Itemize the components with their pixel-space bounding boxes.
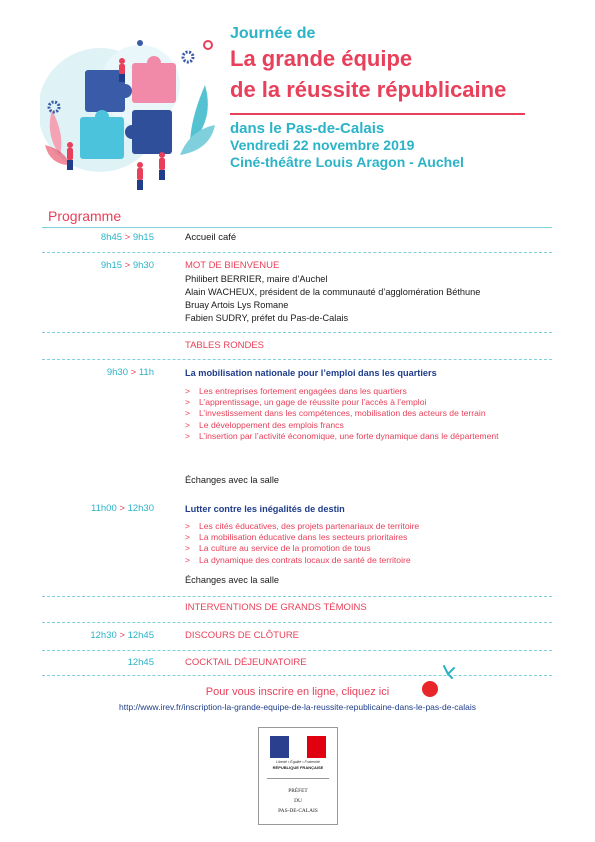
marianne-flag-icon — [270, 736, 326, 758]
list-item: > L’apprentissage, un gage de réussite pour l’accès à l’emploi — [185, 397, 515, 408]
registration-url[interactable]: http://www.irev.fr/inscription-la-grande-equipe-de-la-reussite-republicaine-dans-le-pas-de-calais — [119, 702, 476, 712]
list-item: > La dynamique des contrats locaux de santé de territoire — [185, 555, 515, 566]
logo-prefet-line2: DU — [294, 798, 302, 804]
header-title-line1: La grande équipe — [230, 46, 413, 71]
bullet-list — [185, 386, 515, 442]
divider — [42, 332, 552, 333]
header-venue: Ciné-théâtre Louis Aragon - Auchel — [230, 154, 464, 170]
divider — [42, 650, 552, 651]
session-title: La mobilisation nationale pour l’emploi dans les quartiers — [185, 368, 437, 378]
divider — [42, 359, 552, 360]
logo-motto: Liberté • Égalité • Fraternité — [276, 760, 320, 764]
divider — [42, 596, 552, 597]
time-slot: 9h30 > 11h — [106, 367, 154, 378]
time-slot: 12h30 > 12h45 — [90, 630, 154, 641]
item-title: DISCOURS DE CLÔTURE — [185, 630, 300, 641]
time-slot: 9h15 > 9h30 — [100, 260, 154, 271]
section-title: TABLES RONDES — [185, 340, 265, 351]
speaker-line: Philibert BERRIER, maire d’Auchel — [185, 274, 328, 284]
logo-prefet-line1: PRÉFET — [288, 788, 308, 794]
header-date: Vendredi 22 novembre 2019 — [230, 137, 415, 153]
time-slot: 11h00 > 12h30 — [91, 503, 154, 514]
list-item: > L’investissement dans les compétences, mobilisation des acteurs de terrain — [185, 408, 499, 419]
speaker-line: Alain WACHEUX, président de la communauté d’agglomération Béthune — [185, 287, 481, 297]
item-footer: Échanges avec la salle — [185, 475, 279, 485]
item-title: Accueil café — [185, 232, 237, 243]
list-item: > La mobilisation éducative dans les secteurs prioritaires — [185, 532, 515, 543]
item-title: COCKTAIL DÉJEUNATOIRE — [185, 657, 307, 668]
header-title-line2: de la réussite républicaine — [230, 77, 507, 102]
logo-prefet — [259, 786, 337, 816]
list-item: > Les cités éducatives, des projets partenariaux de territoire — [185, 521, 515, 532]
bullet-list — [185, 521, 515, 566]
session-title: Lutter contre les inégalités de destin — [185, 504, 345, 514]
header-line1: Journée de — [230, 25, 316, 42]
item-footer: Échanges avec la salle — [185, 575, 279, 585]
divider — [42, 252, 552, 253]
header-location: dans le Pas-de-Calais — [230, 120, 385, 137]
speaker-line: Fabien SUDRY, préfet du Pas-de-Calais — [185, 313, 349, 323]
logo-prefet-line3: PAS-DE-CALAIS — [278, 808, 318, 814]
programme-title: Programme — [48, 208, 122, 224]
red-dot-click-icon[interactable] — [418, 662, 466, 698]
header-divider — [230, 113, 525, 115]
speaker-line: Bruay Artois Lys Romane — [185, 300, 289, 310]
item-title: MOT DE BIENVENUE — [185, 260, 280, 271]
puzzle-team-illustration — [40, 25, 225, 195]
list-item: > L’insertion par l’activité économique, une forte dynamique dans le département — [185, 431, 499, 442]
logo-divider — [267, 778, 329, 779]
time-slot: 12h45 — [127, 657, 154, 668]
register-link[interactable]: Pour vous inscrire en ligne, cliquez ici — [205, 686, 390, 698]
divider — [42, 622, 552, 623]
divider — [42, 675, 552, 676]
list-item: > Les entreprises fortement engagées dans les quartiers — [185, 386, 515, 397]
logo-republic: RÉPUBLIQUE FRANÇAISE — [272, 765, 324, 770]
list-item: > La culture au service de la promotion de tous — [185, 543, 515, 554]
prefecture-logo — [258, 727, 338, 825]
programme-rule — [42, 227, 552, 228]
time-slot: 8h45 > 9h15 — [100, 232, 154, 243]
list-item: > Le développement des emplois francs — [185, 420, 515, 431]
section-title: INTERVENTIONS DE GRANDS TÉMOINS — [185, 602, 367, 613]
